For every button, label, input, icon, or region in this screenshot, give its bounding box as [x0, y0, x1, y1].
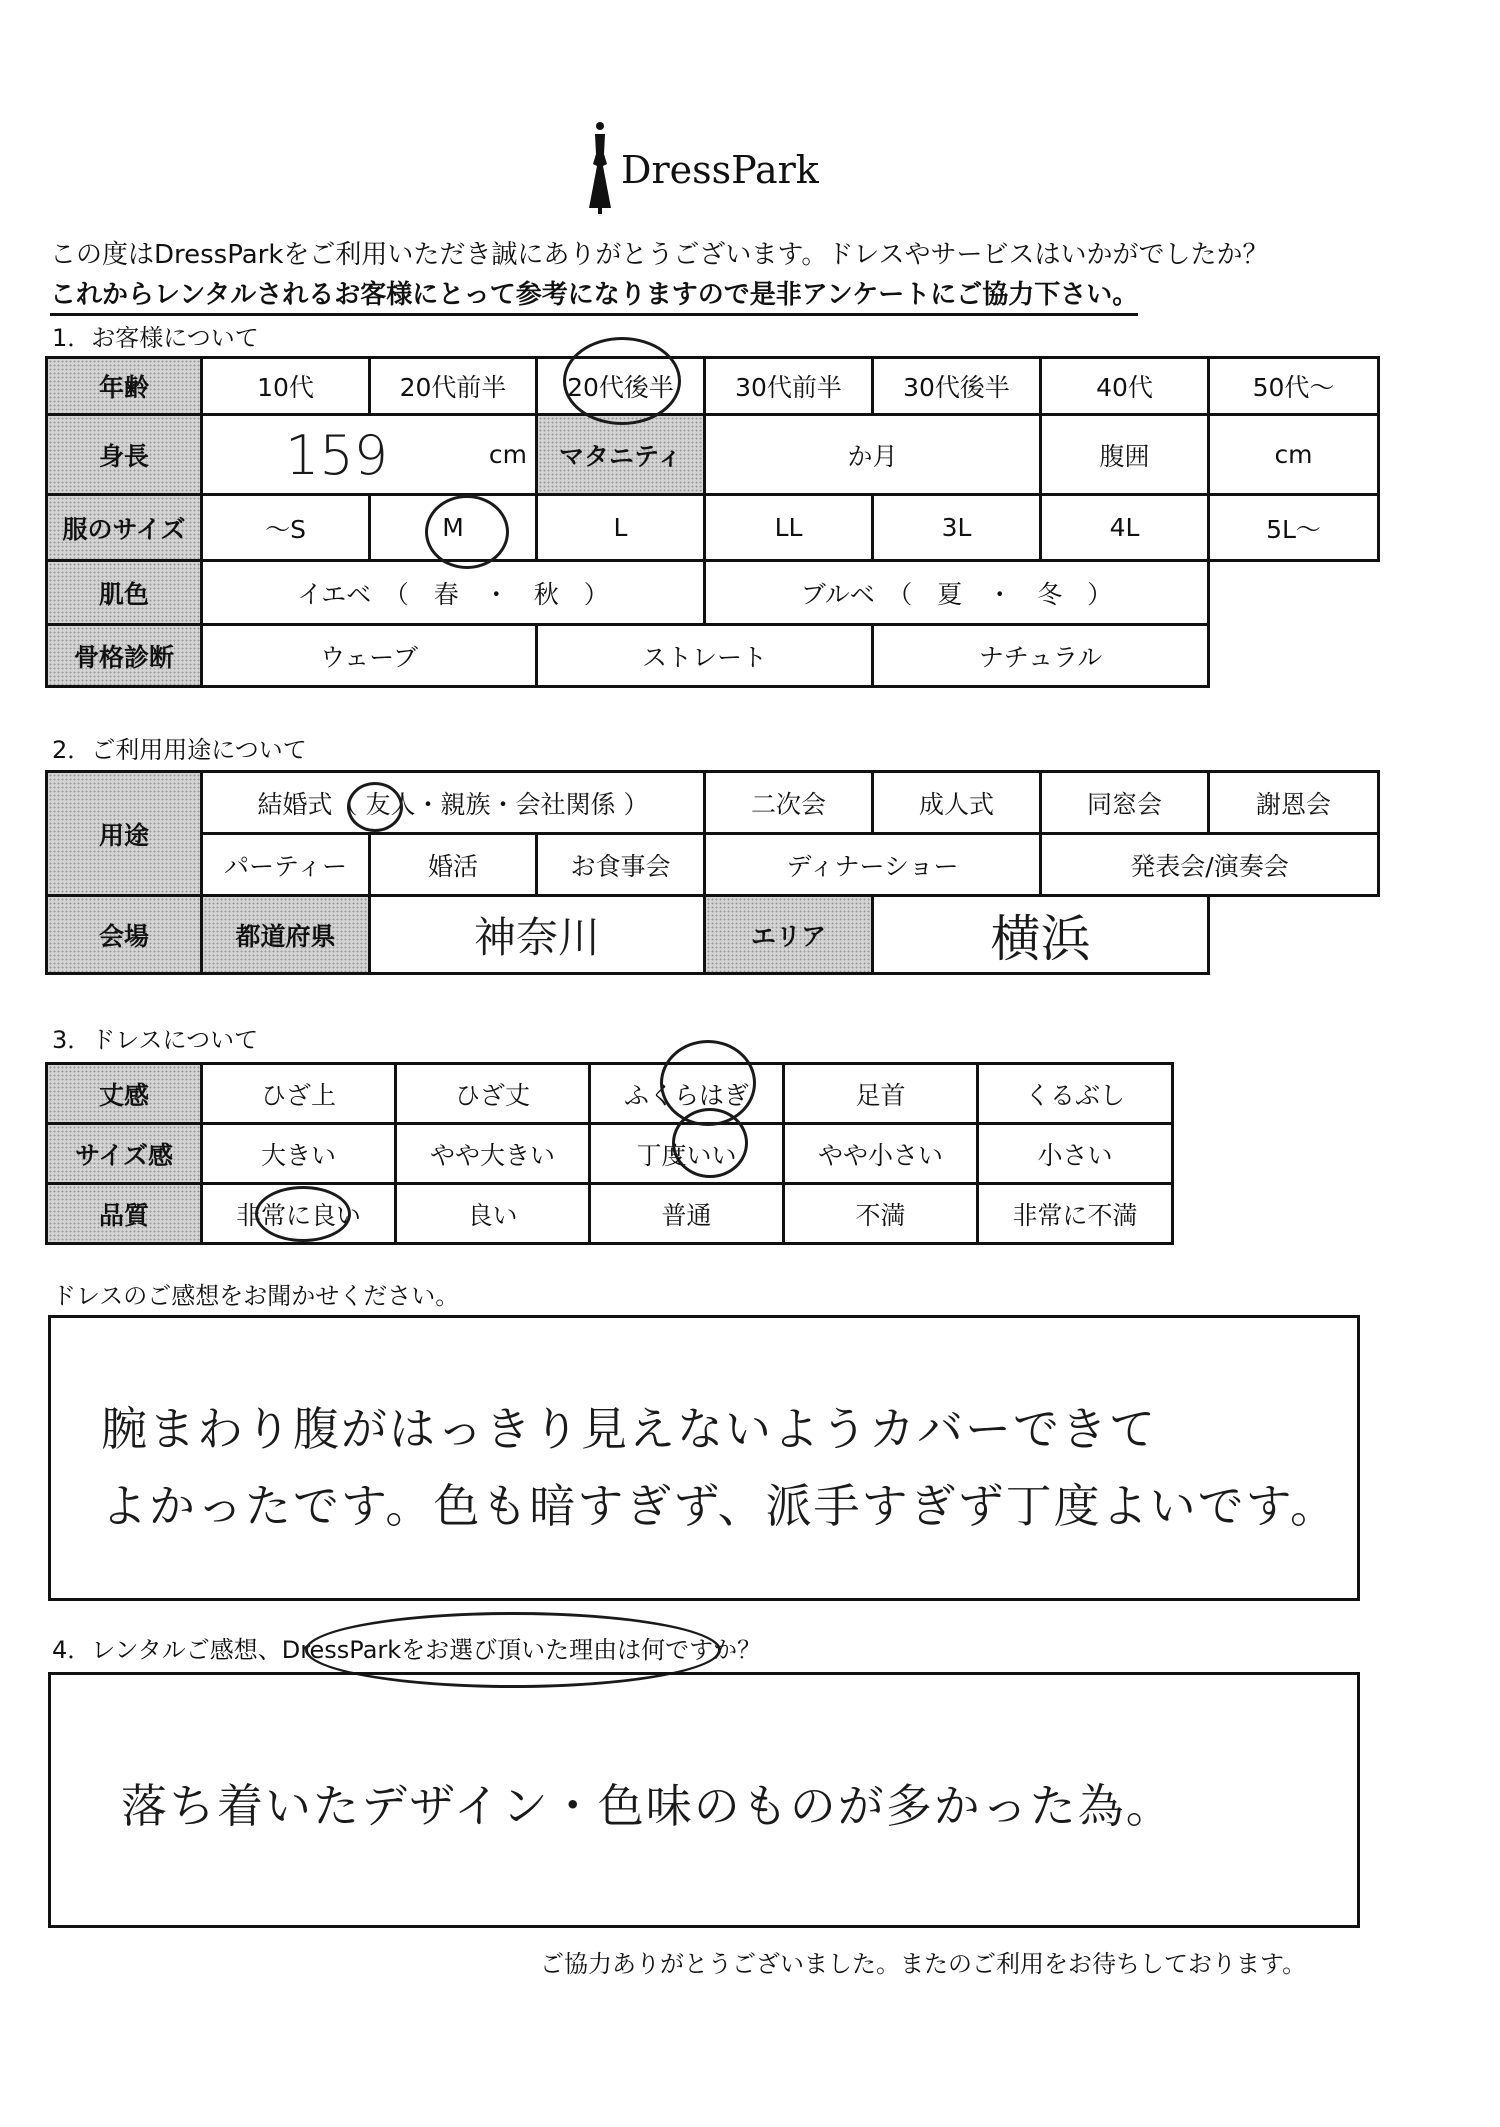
age-option[interactable]: 50代～: [1209, 358, 1379, 415]
age-option[interactable]: 30代後半: [873, 358, 1041, 415]
area-label: エリア: [705, 896, 873, 974]
age-row: [47, 358, 1379, 415]
intro-request: これからレンタルされるお客様にとって参考になりますので是非アンケートにご協力下さい。: [50, 274, 1138, 316]
frame-label: 骨格診断: [47, 625, 202, 687]
frame-option[interactable]: ウェーブ: [202, 625, 537, 687]
height-label: 身長: [47, 415, 202, 495]
dress-silhouette-icon: [585, 120, 615, 215]
area-value: 横浜: [990, 909, 1091, 968]
length-row: [47, 1064, 1173, 1124]
fit-option[interactable]: やや大きい: [396, 1124, 590, 1184]
quality-row: [47, 1184, 1173, 1244]
fit-label: サイズ感: [47, 1124, 202, 1184]
size-option[interactable]: 3L: [873, 495, 1041, 561]
frame-option[interactable]: ナチュラル: [873, 625, 1209, 687]
maternity-label: マタニティ: [537, 415, 705, 495]
size-option[interactable]: 4L: [1041, 495, 1209, 561]
fit-option[interactable]: やや小さい: [784, 1124, 978, 1184]
length-option-selected[interactable]: ふくらはぎ: [590, 1064, 784, 1124]
dress-comment-line2: よかったです。色も暗すぎず、派手すぎず丁度よいです。: [101, 1479, 1338, 1533]
venue-row: [47, 896, 1379, 974]
purpose-option[interactable]: 成人式: [873, 772, 1041, 834]
section3-title: 3．ドレスについて: [52, 1026, 259, 1054]
fit-row: [47, 1124, 1173, 1184]
quality-label: 品質: [47, 1184, 202, 1244]
blank-cell: [1209, 625, 1379, 687]
fit-option[interactable]: 大きい: [202, 1124, 396, 1184]
purpose-row2: [47, 834, 1379, 896]
height-row: [47, 415, 1379, 495]
age-option[interactable]: 10代: [202, 358, 370, 415]
height-field[interactable]: [202, 415, 537, 495]
maternity-months[interactable]: か月: [705, 415, 1041, 495]
section1-title: 1．お客様について: [52, 324, 259, 352]
length-label: 丈感: [47, 1064, 202, 1124]
frame-option[interactable]: ストレート: [537, 625, 873, 687]
quality-option[interactable]: 普通: [590, 1184, 784, 1244]
intro-text: この度はDressParkをご利用いただき誠にありがとうございます。ドレスやサービスはいかがでしたか？: [50, 240, 1269, 270]
dress-table: [45, 1062, 1174, 1245]
selection-circle: [563, 337, 681, 425]
purpose-option[interactable]: お食事会: [537, 834, 705, 896]
height-value: 159: [285, 424, 389, 487]
waist-label: 腹囲: [1041, 415, 1209, 495]
selection-circle: [425, 495, 509, 569]
size-label: 服のサイズ: [47, 495, 202, 561]
purpose-label: 用途: [47, 772, 202, 896]
age-option[interactable]: 20代前半: [370, 358, 537, 415]
purpose-option[interactable]: 謝恩会: [1209, 772, 1379, 834]
fit-option[interactable]: 小さい: [978, 1124, 1173, 1184]
brand-name: DressPark: [621, 148, 819, 192]
size-option[interactable]: LL: [705, 495, 873, 561]
quality-option[interactable]: 非常に不満: [978, 1184, 1173, 1244]
prefecture-value: 神奈川: [474, 912, 601, 962]
waist-unit[interactable]: cm: [1209, 415, 1379, 495]
venue-label: 会場: [47, 896, 202, 974]
skin-row: [47, 561, 1379, 625]
quality-option[interactable]: 不満: [784, 1184, 978, 1244]
blank-cell: [1209, 896, 1379, 974]
blank-cell: [1209, 561, 1379, 625]
purpose-option[interactable]: 二次会: [705, 772, 873, 834]
selection-circle: [347, 782, 403, 832]
size-option[interactable]: ～S: [202, 495, 370, 561]
size-option-selected[interactable]: M: [370, 495, 537, 561]
quality-option-selected[interactable]: 非常に良い: [202, 1184, 396, 1244]
frame-row: [47, 625, 1379, 687]
selection-circle: [255, 1186, 351, 1242]
length-option[interactable]: ひざ丈: [396, 1064, 590, 1124]
length-option[interactable]: くるぶし: [978, 1064, 1173, 1124]
purpose-wedding[interactable]: 結婚式（ 友人・親族・会社関係 ）: [202, 772, 705, 834]
purpose-option[interactable]: 同窓会: [1041, 772, 1209, 834]
skin-label: 肌色: [47, 561, 202, 625]
reason-box[interactable]: [48, 1672, 1360, 1928]
footer-thanks: ご協力ありがとうございました。またのご利用をお待ちしております。: [540, 1950, 1307, 1978]
size-row: [47, 495, 1379, 561]
purpose-option[interactable]: 婚活: [370, 834, 537, 896]
length-option[interactable]: ひざ上: [202, 1064, 396, 1124]
purpose-table: [45, 770, 1380, 975]
age-option-selected[interactable]: 20代後半: [537, 358, 705, 415]
area-field[interactable]: [873, 896, 1209, 974]
skin-yellow[interactable]: イエベ （ 春 ・ 秋 ）: [202, 561, 705, 625]
prefecture-label: 都道府県: [202, 896, 370, 974]
purpose-option[interactable]: ディナーショー: [705, 834, 1041, 896]
purpose-row1: [47, 772, 1379, 834]
size-option[interactable]: 5L～: [1209, 495, 1379, 561]
reason-answer: 落ち着いたデザイン・色味のものが多かった為。: [121, 1779, 1174, 1833]
size-option[interactable]: L: [537, 495, 705, 561]
customer-table: [45, 356, 1380, 688]
height-unit: cm: [488, 440, 527, 469]
age-option[interactable]: 30代前半: [705, 358, 873, 415]
dress-comment-box[interactable]: [48, 1315, 1360, 1601]
prefecture-field[interactable]: [370, 896, 705, 974]
dress-comment-line1: 腕まわり腹がはっきり見えないようカバーできて: [101, 1402, 1157, 1456]
purpose-option[interactable]: パーティー: [202, 834, 370, 896]
dress-comment-prompt: ドレスのご感想をお聞かせください。: [52, 1282, 460, 1310]
length-option[interactable]: 足首: [784, 1064, 978, 1124]
section2-title: 2．ご利用用途について: [52, 736, 307, 764]
quality-option[interactable]: 良い: [396, 1184, 590, 1244]
age-option[interactable]: 40代: [1041, 358, 1209, 415]
age-label: 年齢: [47, 358, 202, 415]
selection-circle: [672, 1108, 748, 1178]
purpose-option[interactable]: 発表会/演奏会: [1041, 834, 1379, 896]
section4-title: 4．レンタルご感想、DressParkをお選び頂いた理由は何ですか？: [52, 1636, 762, 1664]
fit-option-selected[interactable]: 丁度いい: [590, 1124, 784, 1184]
skin-blue[interactable]: ブルベ （ 夏 ・ 冬 ）: [705, 561, 1209, 625]
